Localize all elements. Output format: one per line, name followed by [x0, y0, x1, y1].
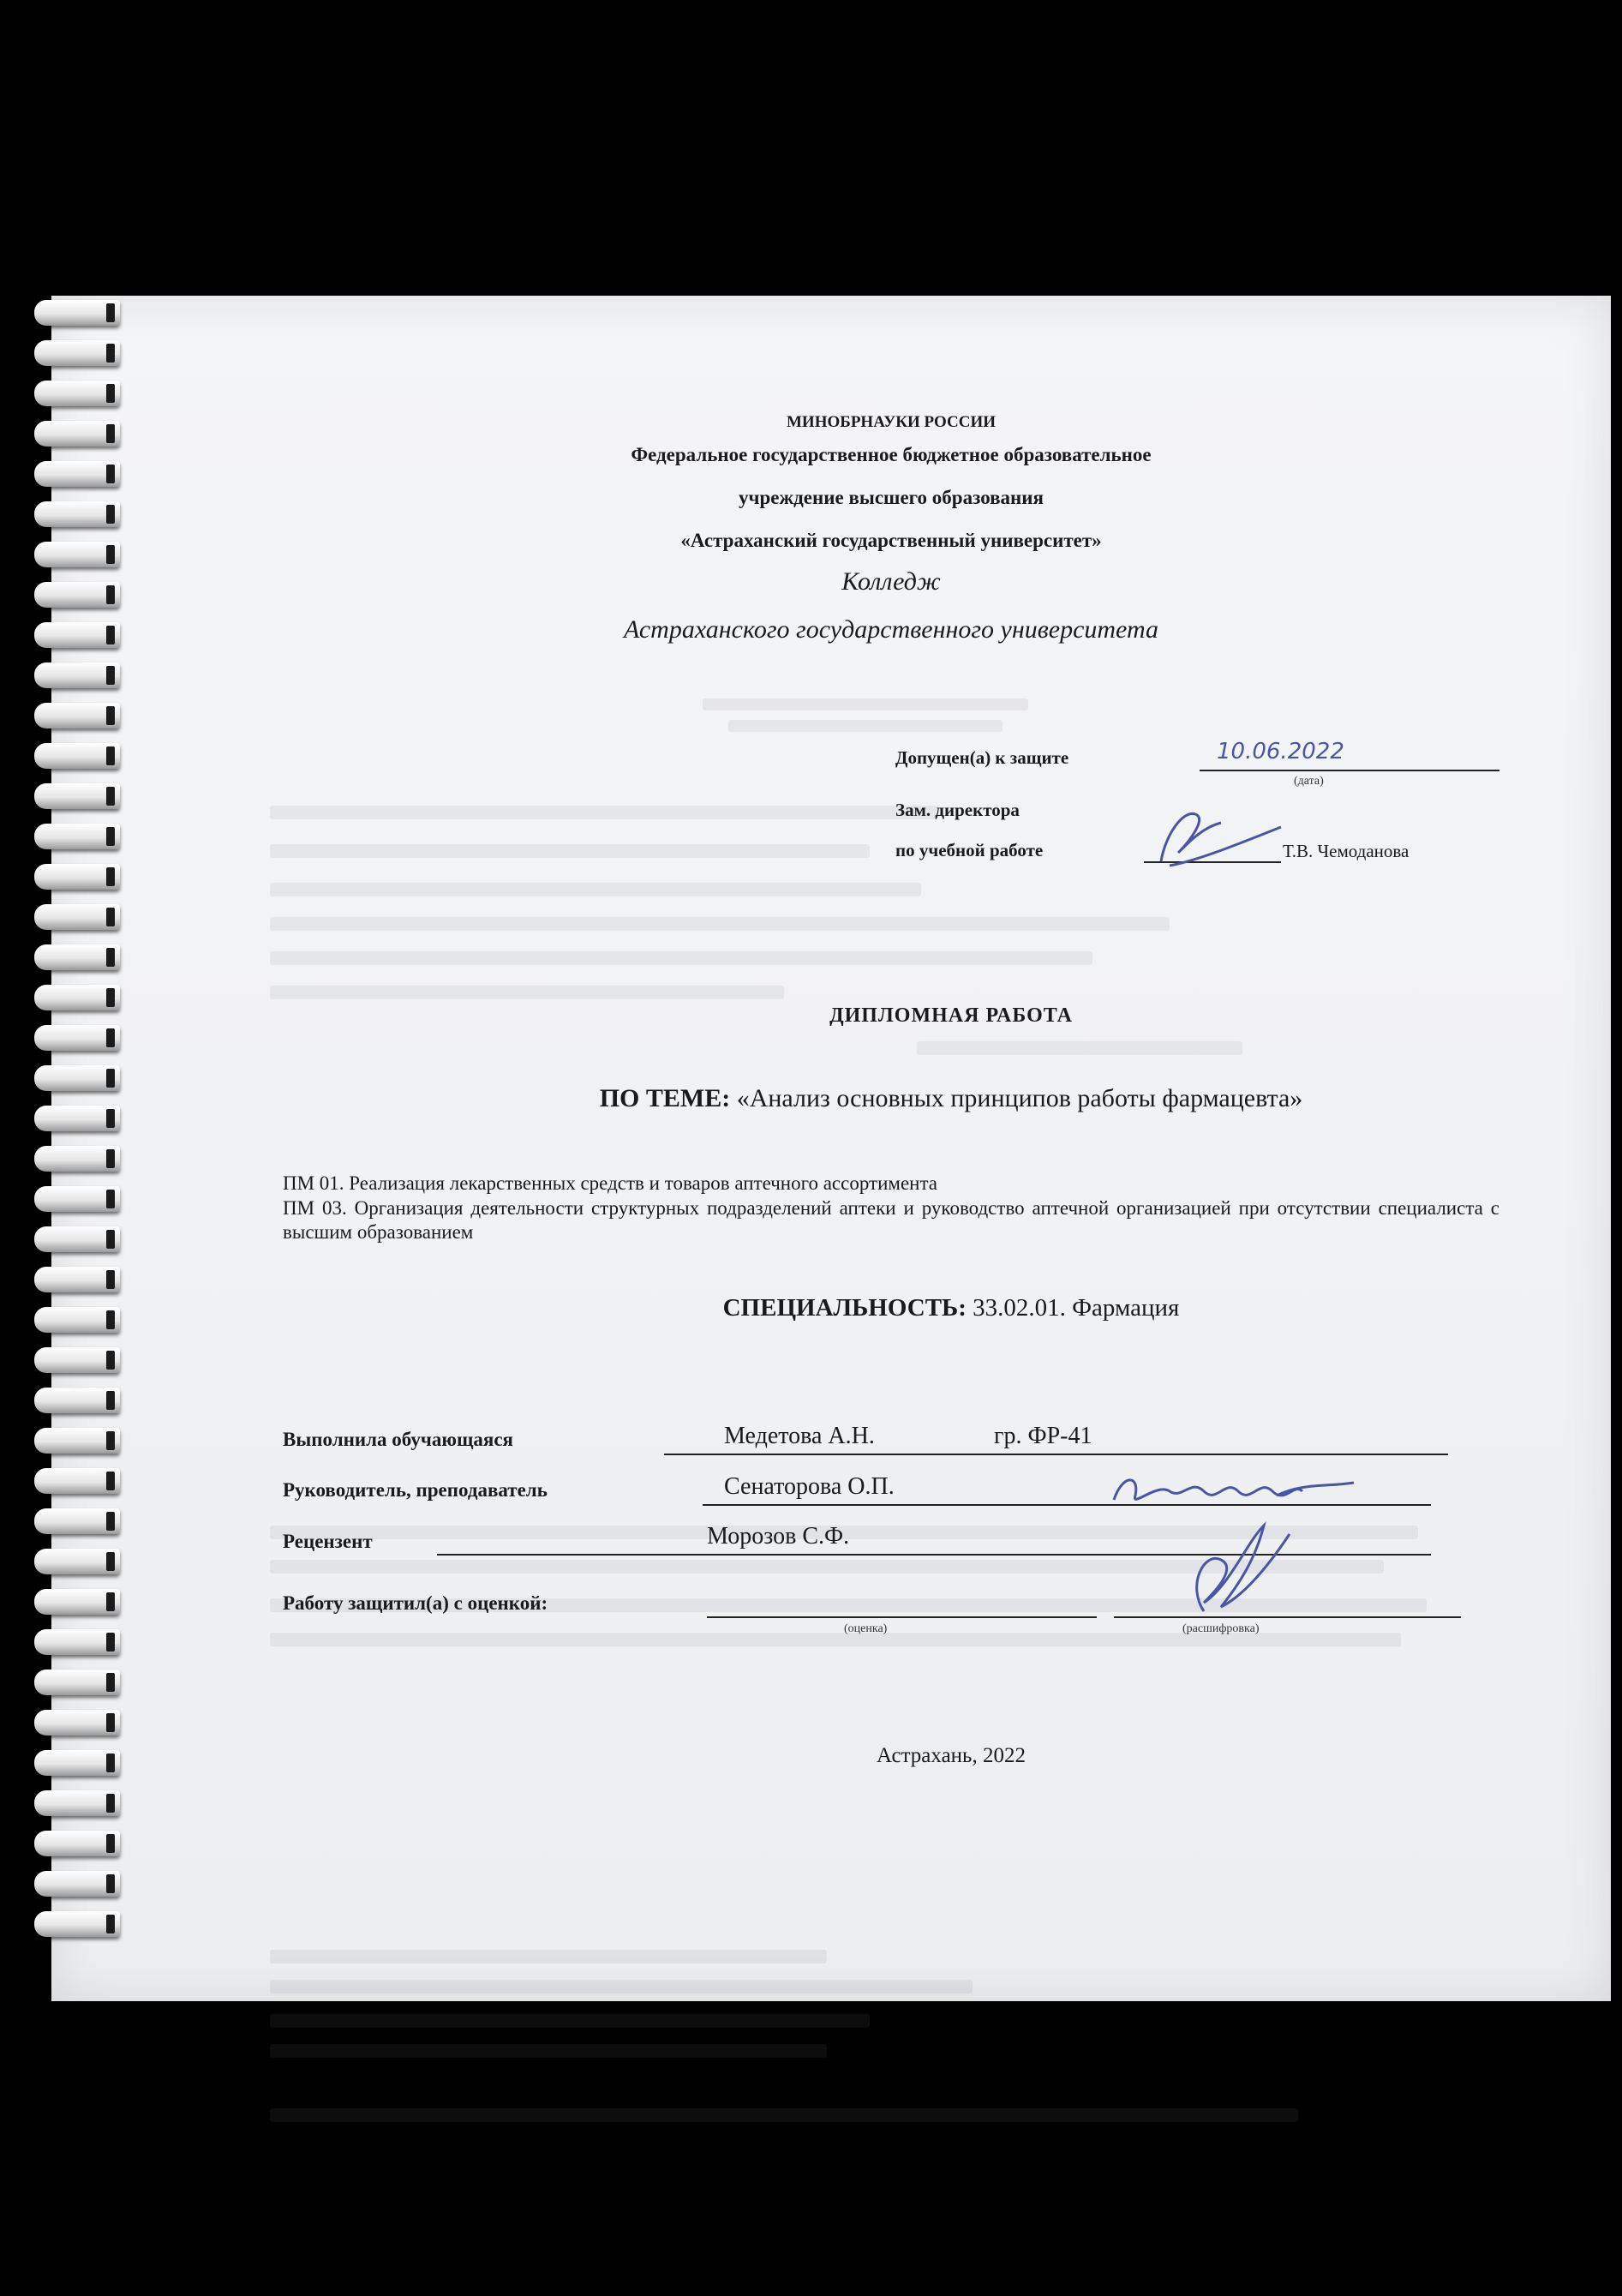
institution-line-1: Федеральное государственное бюджетное образовательное — [631, 444, 1152, 465]
topic-line — [283, 1084, 1619, 1113]
student-name: Медетова А.Н. — [724, 1423, 875, 1449]
decode-caption: (расшифровка) — [1182, 1622, 1260, 1635]
grade-line — [707, 1616, 1097, 1618]
reviewer-signature — [1152, 1508, 1307, 1620]
student-group: гр. ФР-41 — [994, 1423, 1092, 1449]
institution-line-2: учреждение высшего образования — [739, 487, 1044, 508]
reviewer-label: Рецензент — [283, 1531, 373, 1552]
city-year: Астрахань, 2022 — [877, 1744, 1026, 1767]
student-line — [664, 1454, 1448, 1455]
university-name: «Астраханский государственный университет» — [680, 530, 1102, 551]
deputy-name: Т.В. Чемоданова — [1283, 841, 1410, 861]
module-2: ПМ 03. Организация деятельности структурных подразделений аптеки и руководство аптечной организацией при отсутствии специалиста с высшим образованием — [283, 1197, 1499, 1243]
decode-line — [1114, 1616, 1461, 1618]
deputy-label: Зам. директора — [895, 800, 1020, 820]
document-title: ДИПЛОМНАЯ РАБОТА — [829, 1004, 1073, 1027]
admitted-date-line — [1200, 770, 1499, 771]
student-label: Выполнила обучающаяся — [283, 1429, 513, 1450]
date-caption: (дата) — [1294, 775, 1324, 788]
college-line-1: Колледж — [841, 567, 941, 596]
specialty-label: СПЕЦИАЛЬНОСТЬ: — [722, 1294, 967, 1322]
admitted-label: Допущен(а) к защите — [895, 747, 1069, 768]
specialty-line — [283, 1294, 1619, 1322]
deputy-signature — [1144, 793, 1290, 874]
admitted-date: 10.06.2022 — [1217, 739, 1344, 764]
supervisor-name: Сенаторова О.П. — [724, 1473, 895, 1500]
academic-label: по учебной работе — [895, 840, 1044, 860]
supervisor-label: Руководитель, преподаватель — [283, 1479, 548, 1501]
grade-caption: (оценка) — [844, 1622, 888, 1635]
college-line-2: Астраханского государственного университета — [623, 615, 1159, 644]
reviewer-name: Морозов С.Ф. — [707, 1523, 850, 1550]
defended-label: Работу защитил(а) с оценкой: — [283, 1592, 548, 1614]
ministry-heading: МИНОБРНАУКИ РОССИИ — [786, 413, 997, 431]
topic-prefix: ПО ТЕМЕ: — [599, 1084, 731, 1112]
topic-text: «Анализ основных принципов работы фармацевта» — [736, 1084, 1303, 1112]
module-1: ПМ 01. Реализация лекарственных средств и товаров аптечного ассортимента — [283, 1172, 938, 1194]
specialty-value: 33.02.01. Фармация — [973, 1294, 1180, 1322]
